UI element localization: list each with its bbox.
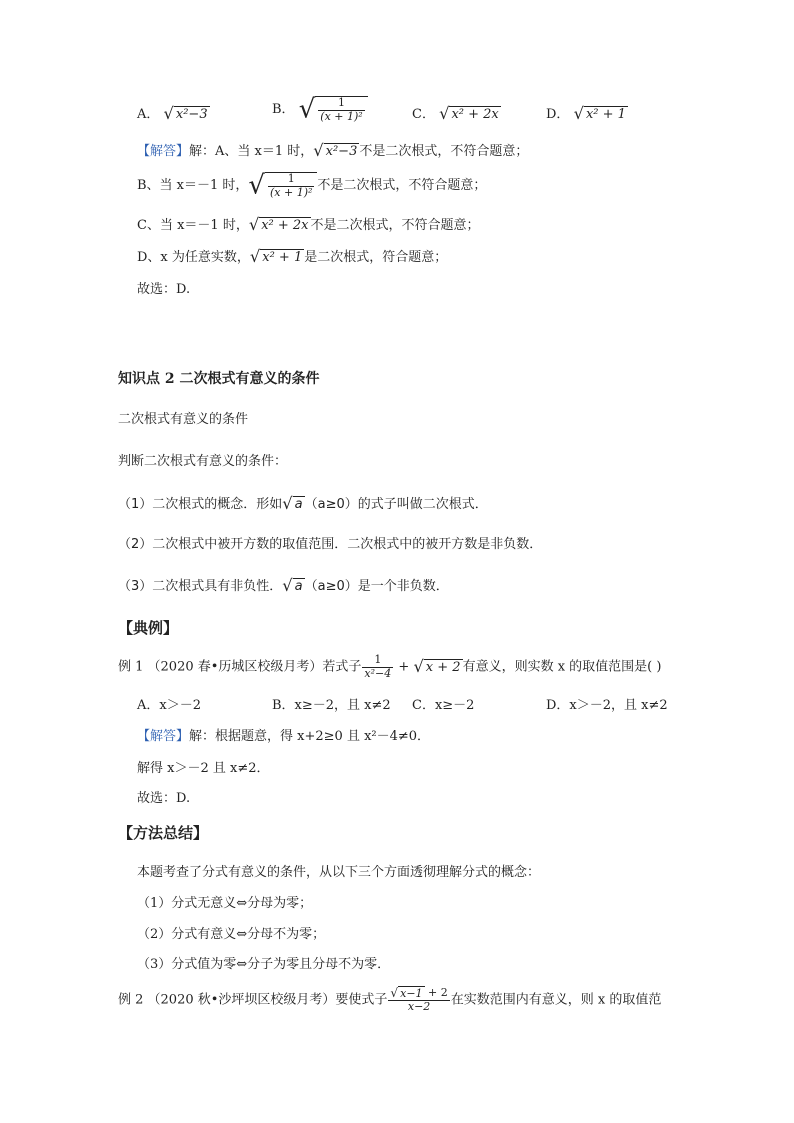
answer1-line4: D、x 为任意实数，√ x² + 1 是二次根式，符合题意； (137, 247, 448, 267)
example2-question: 例 2 （2020 秋•沙坪坝区校级月考）要使式子 $\frac{√ x-1 + 2}{x-2}$ 在实数范围内有意义，则 x 的取值范 (118, 986, 662, 1014)
option-b-label: B． (272, 102, 295, 118)
answer-tag: 【解答】 (137, 143, 190, 159)
answer1-line3: C、当 x＝－1 时，√ x² + 2x 不是二次根式，不符合题意； (137, 215, 480, 235)
option-b-radical: √ $\frac{1}{\text{(x + 1)²}}$ (299, 96, 368, 123)
option-a-label: A． (137, 106, 160, 122)
answer-tag: 【解答】 (137, 729, 190, 744)
option-a (137, 106, 210, 123)
example1-question: 例 1 （2020 春•历城区校级月考）若式子 $\frac{1}{\text{x²−4}}$ + √ x + 2 有意义，则实数 x 的取值范围是( ) (118, 653, 662, 680)
option-c-radical: √ x² + 2x (439, 104, 499, 124)
section-subtitle: 二次根式有意义的条件 (118, 412, 249, 427)
example1-option-a: A．x＞－2 (137, 698, 201, 713)
point-3: （3）二次根式具有非负性．√ a （a≥0）是一个非负数． (118, 576, 449, 596)
answer1-line1: 【解答】解：A、当 x＝1 时，√ x²−3 不是二次根式，不符合题意； (137, 141, 529, 161)
example1-option-d: D．x＞－2，且 x≠2 (546, 698, 668, 713)
example1-option-c: C．x≥－2 (412, 698, 475, 713)
method-item-1: （1）分式无意义⇔分母为零； (137, 896, 313, 911)
example-heading: 【典例】 (118, 619, 179, 637)
point-1: （1）二次根式的概念．形如√ a （a≥0）的式子叫做二次根式． (118, 494, 488, 514)
example1-answer-line1: 【解答】解：根据题意，得 x+2≥0 且 x²－4≠0． (137, 729, 431, 744)
answer1-line2: B、当 x＝－1 时，√ $\frac{1}{\text{(x + 1)²}}$ 不是二次根式，不符合题意； (137, 170, 487, 201)
answer1-choice: 故选：D. (137, 282, 191, 297)
option-d (546, 106, 628, 123)
option-d-label: D． (546, 106, 570, 122)
example1-answer-line2: 解得 x＞－2 且 x≠2． (137, 761, 270, 776)
method-item-2: （2）分式有意义⇔分母不为零； (137, 927, 326, 942)
option-c-label: C． (412, 106, 435, 122)
example1-answer-choice: 故选：D. (137, 791, 191, 806)
method-intro: 本题考查了分式有意义的条件，从以下三个方面透彻理解分式的概念： (137, 865, 541, 880)
point-2: （2）二次根式中被开方数的取值范围．二次根式中的被开方数是非负数． (118, 537, 543, 552)
method-heading: 【方法总结】 (118, 824, 209, 842)
example1-option-b: B．x≥－2，且 x≠2 (272, 698, 391, 713)
option-a-radical: √ x²−3 (163, 104, 208, 124)
section-heading: 知识点 2 二次根式有意义的条件 (118, 371, 320, 387)
option-b (272, 96, 368, 123)
method-item-3: （3）分式值为零⇔分子为零且分母不为零． (137, 957, 391, 972)
option-d-radical: √ x² + 1 (573, 104, 626, 124)
option-c (412, 106, 501, 123)
section-intro: 判断二次根式有意义的条件： (118, 454, 288, 469)
